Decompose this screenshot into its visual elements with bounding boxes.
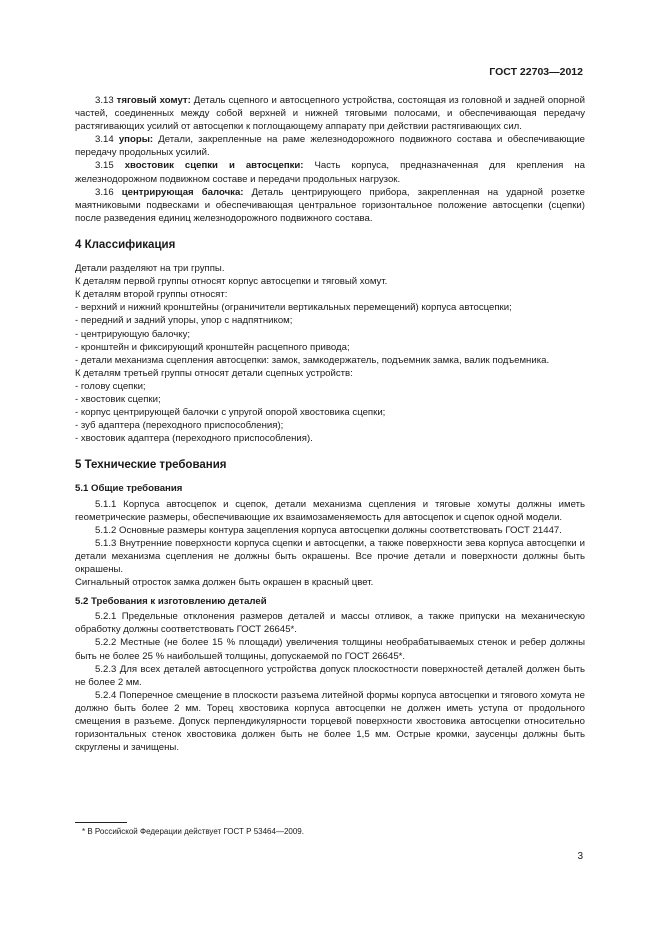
clause-5-1-1: 5.1.1 Корпуса автосцепок и сцепок, детали механизма сцепления и тяговые хомуты должны иметь геометрические размеры, обеспечивающие их взаимозаменяемость для автосцепок и сцепок одной модели. xyxy=(75,498,585,523)
section-4-para: К деталям третьей группы относят детали сцепных устройств: xyxy=(75,367,353,379)
clause-5-2-4: 5.2.4 Поперечное смещение в плоскости разъема литейной формы корпуса автосцепки и тягового хомута не должно быть более 2 мм. Торец хвостовика корпуса автосцепки не должен иметь уступа от продольного смещения в разъеме. Допуск перпендикулярности торцевой поверхности хвостовика автосцепки относительно горизонтальных стенок хвостовика должен быть не более 1,5 мм. Острые кромки, заусенцы должны быть скруглены и зачищены. xyxy=(75,689,585,754)
list-item: - зуб адаптера (переходного приспособления); xyxy=(75,420,284,432)
clause-5-2-1: 5.2.1 Предельные отклонения размеров деталей и массы отливок, а также припуски на механическую обработку должны соответствовать ГОСТ 26645*. xyxy=(75,611,585,636)
definition-3-14 xyxy=(75,133,585,159)
page-number: 3 xyxy=(577,851,583,862)
def-term: тяговый хомут: xyxy=(116,95,191,106)
clause-5-1-2: 5.1.2 Основные размеры контура зацепления корпуса автосцепки должны соответствовать ГОСТ 21447. xyxy=(95,524,562,536)
list-item: - верхний и нижний кронштейны (ограничители вертикальных перемещений) корпуса автосцепки; xyxy=(75,302,512,314)
def-text: Детали, закрепленные на раме железнодорожного подвижного состава и обеспечивающие передачу продольных усилий. xyxy=(75,134,586,159)
def-num: 3.14 xyxy=(95,134,114,146)
list-item: - детали механизма сцепления автосцепки: замок, замкодержатель, подъемник замка, валик подъемника. xyxy=(75,354,550,366)
clause-5-2-2: 5.2.2 Местные (не более 15 % площади) увеличения толщины необрабатываемых стенок и ребер должны быть не более 25 % наибольшей толщины, допускаемой по ГОСТ 26645*. xyxy=(75,637,585,662)
group-3-list xyxy=(75,380,585,445)
section-5-heading: 5 Технические требования xyxy=(75,459,227,472)
footnote-divider xyxy=(75,822,127,823)
definition-3-15 xyxy=(75,159,585,185)
def-term: хвостовик сцепки и автосцепки: xyxy=(124,160,304,172)
definition-3-16 xyxy=(75,186,585,225)
definition-3-13 xyxy=(75,94,585,133)
def-num: 3.15 xyxy=(95,160,114,172)
list-item: - передний и задний упоры, упор с надпятником; xyxy=(75,315,293,327)
section-4-heading: 4 Классификация xyxy=(75,238,176,251)
def-num: 3.16 xyxy=(95,186,114,198)
document-header: ГОСТ 22703—2012 xyxy=(489,66,583,78)
section-4-para: К деталям первой группы относят корпус автосцепки и тяговый хомут. xyxy=(75,276,388,288)
list-item: - корпус центрирующей балочки с упругой опорой хвостовика сцепки; xyxy=(75,407,386,419)
group-2-list xyxy=(75,301,585,366)
subsection-5-2-heading: 5.2 Требования к изготовлению деталей xyxy=(75,596,267,608)
def-num: 3.13 xyxy=(95,95,114,106)
section-4-para: Детали разделяют на три группы. xyxy=(75,263,225,275)
def-text: Часть корпуса, предназначенная для крепления на железнодорожном подвижном составе и передачи продольных нагрузок. xyxy=(75,160,585,185)
page-content xyxy=(75,94,585,754)
list-item: - хвостовик адаптера (переходного приспособления). xyxy=(75,433,313,445)
clause-5-1-3: 5.1.3 Внутренние поверхности корпуса сцепки и автосцепки, а также поверхности зева корпуса автосцепки и детали механизма сцепления не должны быть окрашены. Все прочие детали и поверхности должны быть окрашены. xyxy=(75,537,585,575)
list-item: - кронштейн и фиксирующий кронштейн расцепного привода; xyxy=(75,341,350,353)
clause-signal: Сигнальный отросток замка должен быть окрашен в красный цвет. xyxy=(75,577,374,589)
list-item: - центрирующую балочку; xyxy=(75,328,191,340)
def-text: Деталь сцепного и автосцепного устройства, состоящая из головной и задней опорной частей, соединенных между собой верхней и нижней тяговыми полосами, и обеспечивающая передачу растягивающих усилий от автосцепки к поглощающему аппарату при действии растягивающих сил. xyxy=(75,95,585,133)
def-term: упоры: xyxy=(118,134,154,146)
def-term: центрирующая балочка: xyxy=(121,186,244,198)
list-item: - хвостовик сцепки; xyxy=(75,393,161,405)
def-text: Деталь центрирующего прибора, закрепленная на ударной розетке маятниковыми подвесками и обеспечивающая центральное горизонтальное положение автосцепки (сцепки) после разведения единиц железнодорожного подвижного состава. xyxy=(75,186,585,224)
section-4-para: К деталям второй группы относят: xyxy=(75,289,228,301)
list-item: - голову сцепки; xyxy=(75,380,146,392)
clause-5-2-3: 5.2.3 Для всех деталей автосцепного устройства допуск плоскостности поверхностей деталей должен быть не более 2 мм. xyxy=(75,663,585,688)
subsection-5-1-heading: 5.1 Общие требования xyxy=(75,483,183,495)
footnote: * В Российской Федерации действует ГОСТ Р 53464—2009. xyxy=(82,827,304,836)
